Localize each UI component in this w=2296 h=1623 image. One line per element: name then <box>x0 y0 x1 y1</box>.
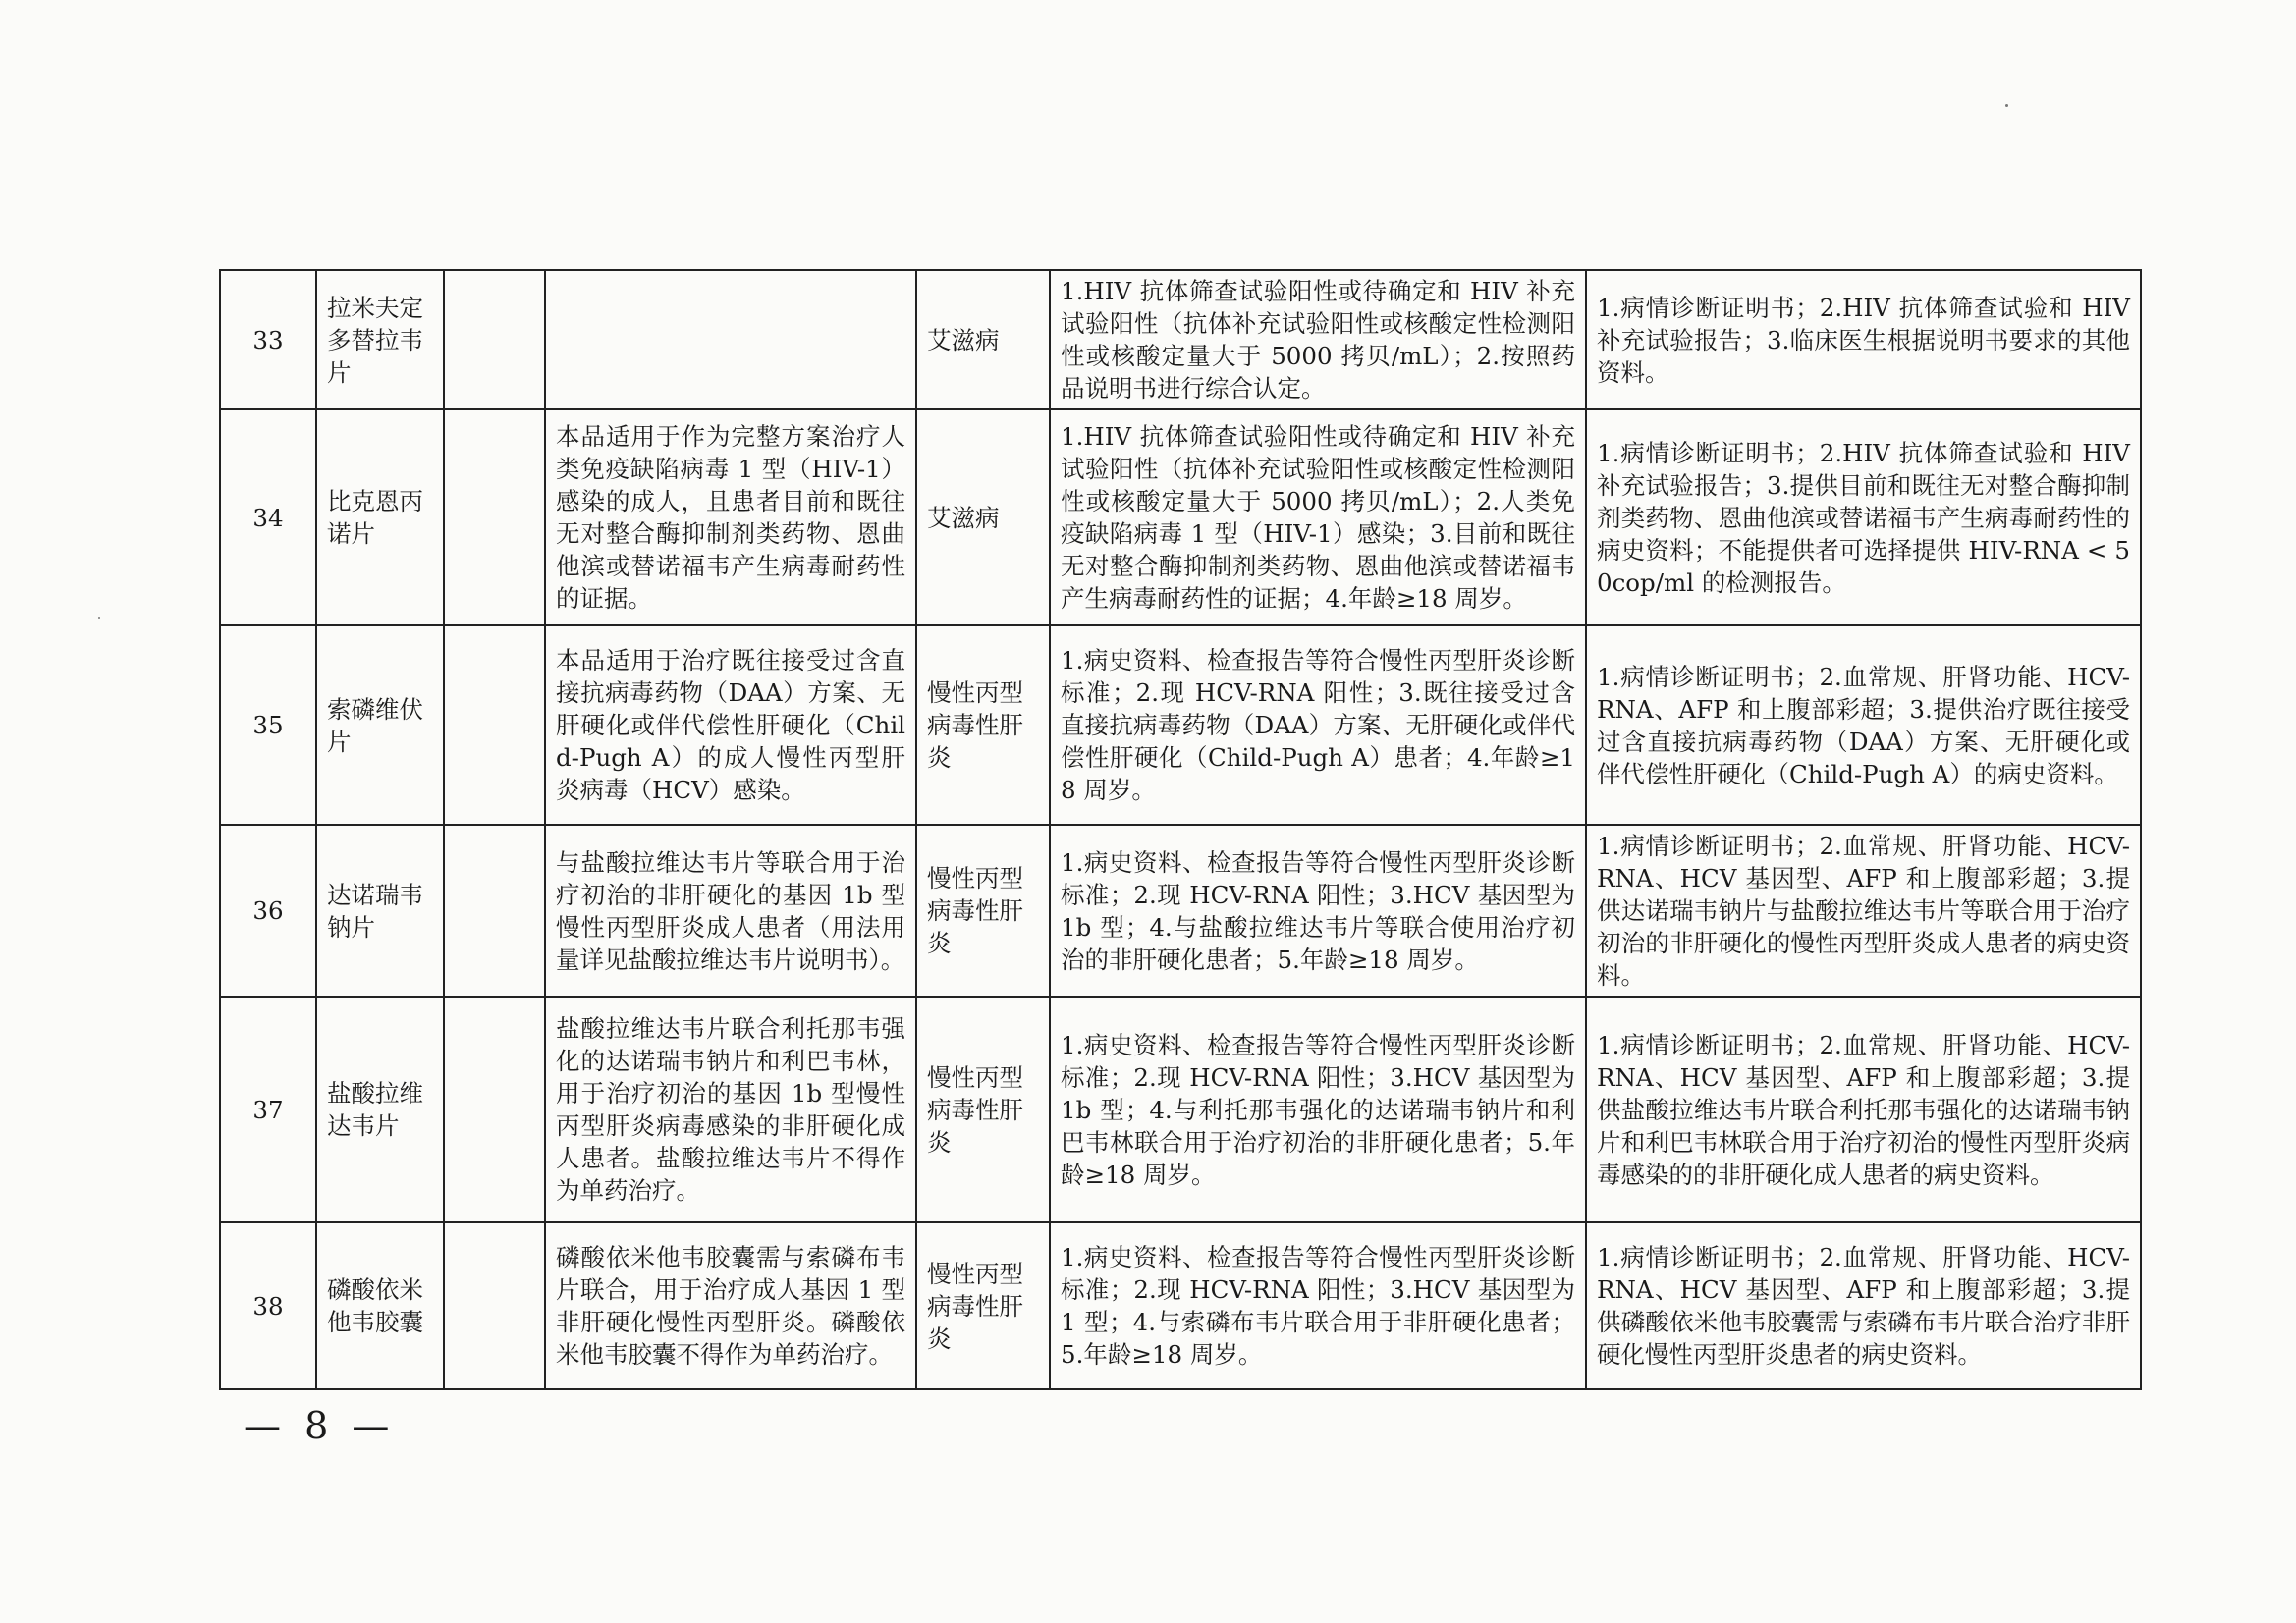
indication: 本品适用于作为完整方案治疗人类免疫缺陷病毒 1 型（HIV-1）感染的成人，且患者目前和既往无对整合酶抑制剂类药物、恩曲他滨或替诺福韦产生病毒耐药性的证据。 <box>545 409 916 625</box>
page-number: — 8 — <box>244 1404 396 1447</box>
required-documents: 1.病情诊断证明书；2.血常规、肝肾功能、HCV-RNA、AFP 和上腹部彩超；3.提供治疗既往接受过含直接抗病毒药物（DAA）方案、无肝硬化或伴代偿性肝硬化（Child-Pugh A）的病史资料。 <box>1586 625 2141 825</box>
required-documents: 1.病情诊断证明书；2.HIV 抗体筛查试验和 HIV 补充试验报告；3.提供目前和既往无对整合酶抑制剂类药物、恩曲他滨或替诺福韦产生病毒耐药性的病史资料；不能提供者可选择提供 HIV-RNA < 50cop/ml 的检测报告。 <box>1586 409 2141 625</box>
disease: 慢性丙型病毒性肝炎 <box>916 825 1050 997</box>
row-number: 36 <box>220 825 316 997</box>
blank-cell <box>444 409 545 625</box>
drug-name: 索磷维伏片 <box>316 625 444 825</box>
disease: 慢性丙型病毒性肝炎 <box>916 625 1050 825</box>
blank-cell <box>444 997 545 1222</box>
table-row <box>220 625 2141 825</box>
row-number: 34 <box>220 409 316 625</box>
disease: 慢性丙型病毒性肝炎 <box>916 1222 1050 1389</box>
table-row <box>220 825 2141 997</box>
criteria: 1.病史资料、检查报告等符合慢性丙型肝炎诊断标准；2.现 HCV-RNA 阳性；3.既往接受过含直接抗病毒药物（DAA）方案、无肝硬化或伴代偿性肝硬化（Child-Pugh A）患者；4.年龄≥18 周岁。 <box>1050 625 1586 825</box>
criteria: 1.病史资料、检查报告等符合慢性丙型肝炎诊断标准；2.现 HCV-RNA 阳性；3.HCV 基因型为 1b 型；4.与利托那韦强化的达诺瑞韦钠片和利巴韦林联合用于治疗初治的非肝硬化患者；5.年龄≥18 周岁。 <box>1050 997 1586 1222</box>
drug-name: 盐酸拉维达韦片 <box>316 997 444 1222</box>
required-documents: 1.病情诊断证明书；2.血常规、肝肾功能、HCV-RNA、HCV 基因型、AFP 和上腹部彩超；3.提供盐酸拉维达韦片联合利托那韦强化的达诺瑞韦钠片和利巴韦林联合用于治疗初治的慢性丙型肝炎病毒感染的的非肝硬化成人患者的病史资料。 <box>1586 997 2141 1222</box>
scan-speck <box>98 617 100 619</box>
table-row <box>220 1222 2141 1389</box>
criteria: 1.HIV 抗体筛查试验阳性或待确定和 HIV 补充试验阳性（抗体补充试验阳性或核酸定性检测阳性或核酸定量大于 5000 拷贝/mL）；2.按照药品说明书进行综合认定。 <box>1050 270 1586 409</box>
row-number: 33 <box>220 270 316 409</box>
disease: 慢性丙型病毒性肝炎 <box>916 997 1050 1222</box>
required-documents: 1.病情诊断证明书；2.HIV 抗体筛查试验和 HIV 补充试验报告；3.临床医生根据说明书要求的其他资料。 <box>1586 270 2141 409</box>
criteria: 1.病史资料、检查报告等符合慢性丙型肝炎诊断标准；2.现 HCV-RNA 阳性；3.HCV 基因型为 1b 型；4.与盐酸拉维达韦片等联合使用治疗初治的非肝硬化患者；5.年龄≥18 周岁。 <box>1050 825 1586 997</box>
table-row <box>220 270 2141 409</box>
row-number: 38 <box>220 1222 316 1389</box>
indication: 磷酸依米他韦胶囊需与索磷布韦片联合，用于治疗成人基因 1 型非肝硬化慢性丙型肝炎。磷酸依米他韦胶囊不得作为单药治疗。 <box>545 1222 916 1389</box>
required-documents: 1.病情诊断证明书；2.血常规、肝肾功能、HCV-RNA、HCV 基因型、AFP 和上腹部彩超；3.提供磷酸依米他韦胶囊需与索磷布韦片联合治疗非肝硬化慢性丙型肝炎患者的病史资料。 <box>1586 1222 2141 1389</box>
criteria: 1.HIV 抗体筛查试验阳性或待确定和 HIV 补充试验阳性（抗体补充试验阳性或核酸定性检测阳性或核酸定量大于 5000 拷贝/mL）；2.人类免疫缺陷病毒 1 型（HIV-1）感染；3.目前和既往无对整合酶抑制剂类药物、恩曲他滨或替诺福韦产生病毒耐药性的证据；4.年龄≥18 周岁。 <box>1050 409 1586 625</box>
drug-name: 比克恩丙诺片 <box>316 409 444 625</box>
table-row <box>220 997 2141 1222</box>
drug-name: 拉米夫定多替拉韦片 <box>316 270 444 409</box>
scan-speck <box>2005 104 2008 107</box>
table-row <box>220 409 2141 625</box>
blank-cell <box>444 825 545 997</box>
row-number: 37 <box>220 997 316 1222</box>
row-number: 35 <box>220 625 316 825</box>
criteria: 1.病史资料、检查报告等符合慢性丙型肝炎诊断标准；2.现 HCV-RNA 阳性；3.HCV 基因型为 1 型；4.与索磷布韦片联合用于非肝硬化患者；5.年龄≥18 周岁。 <box>1050 1222 1586 1389</box>
indication: 本品适用于治疗既往接受过含直接抗病毒药物（DAA）方案、无肝硬化或伴代偿性肝硬化（Child-Pugh A）的成人慢性丙型肝炎病毒（HCV）感染。 <box>545 625 916 825</box>
blank-cell <box>444 1222 545 1389</box>
drug-name: 磷酸依米他韦胶囊 <box>316 1222 444 1389</box>
indication <box>545 270 916 409</box>
disease: 艾滋病 <box>916 409 1050 625</box>
required-documents: 1.病情诊断证明书；2.血常规、肝肾功能、HCV-RNA、HCV 基因型、AFP 和上腹部彩超；3.提供达诺瑞韦钠片与盐酸拉维达韦片等联合用于治疗初治的非肝硬化的慢性丙型肝炎成人患者的病史资料。 <box>1586 825 2141 997</box>
disease: 艾滋病 <box>916 270 1050 409</box>
blank-cell <box>444 270 545 409</box>
indication: 与盐酸拉维达韦片等联合用于治疗初治的非肝硬化的基因 1b 型慢性丙型肝炎成人患者（用法用量详见盐酸拉维达韦片说明书）。 <box>545 825 916 997</box>
drug-name: 达诺瑞韦钠片 <box>316 825 444 997</box>
indication: 盐酸拉维达韦片联合利托那韦强化的达诺瑞韦钠片和利巴韦林，用于治疗初治的基因 1b 型慢性丙型肝炎病毒感染的非肝硬化成人患者。盐酸拉维达韦片不得作为单药治疗。 <box>545 997 916 1222</box>
blank-cell <box>444 625 545 825</box>
drug-criteria-table <box>219 269 2142 1390</box>
